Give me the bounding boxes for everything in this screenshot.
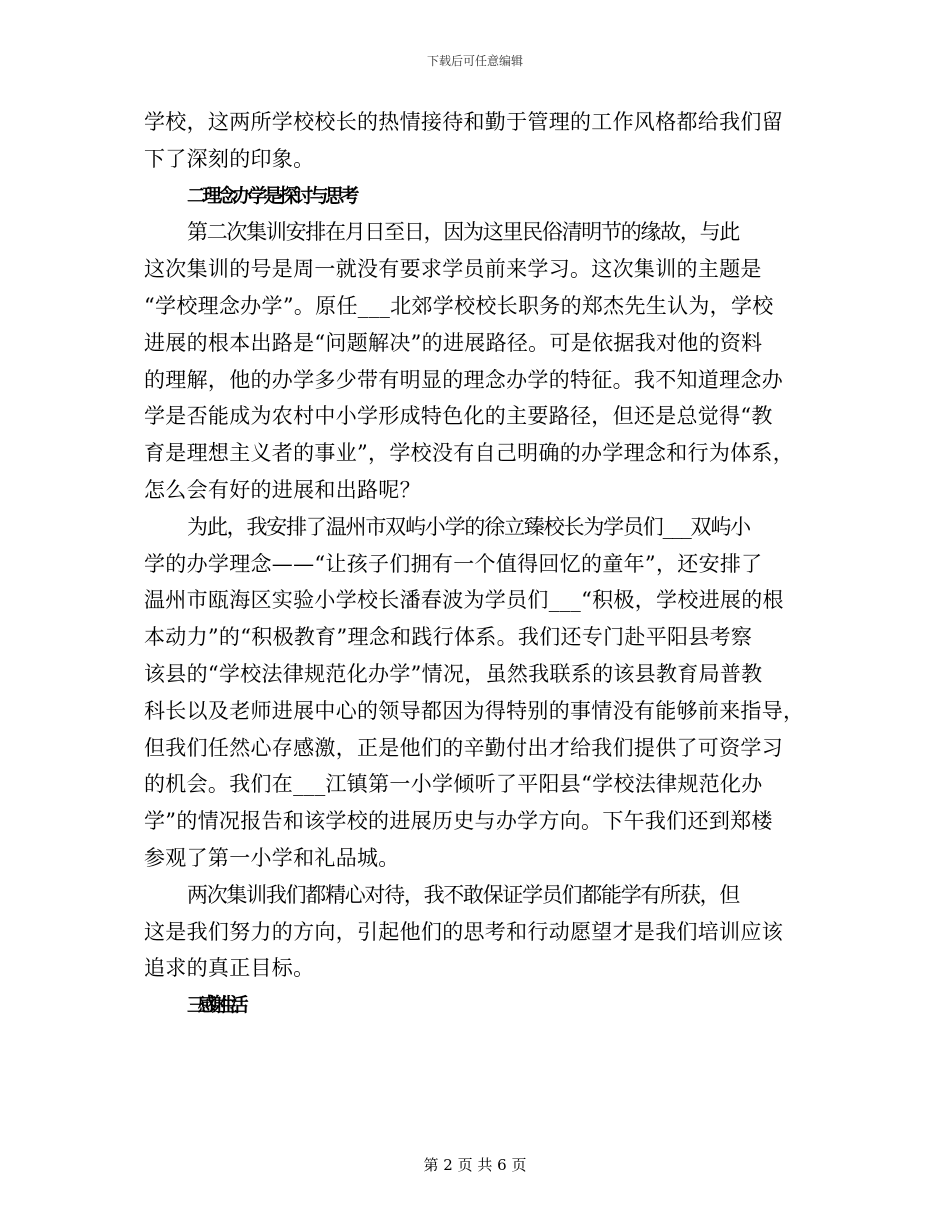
paragraph-line: 追求的真正目标。 [144, 956, 315, 981]
paragraph-line: 学校，这两所学校校长的热情接待和勤于管理的工作风格都给我们留 [144, 110, 783, 134]
paragraph-line: 但我们任然心存感激，正是他们的辛勤付出才给我们提供了可资学习 [144, 735, 783, 760]
section-heading: 三感谢生活 [187, 994, 241, 1017]
document-body [144, 104, 808, 1024]
paragraph-line: 本动力”的“积极教育”理念和践行体系。我们还专门赴平阳县考察 [144, 625, 753, 650]
paragraph-line: 学的办学理念——“让孩子们拥有一个值得回忆的童年”，还安排了 [144, 551, 763, 576]
paragraph-line: 这次集训的号是周一就没有要求学员前来学习。这次集训的主题是 [144, 257, 762, 282]
paragraph-line: 参观了第一小学和礼品城。 [144, 845, 400, 870]
paragraph-line: 学”的情况报告和该学校的进展历史与办学方向。下午我们还到郑楼 [144, 809, 773, 834]
paragraph-line: 为此，我安排了温州市双屿小学的徐立臻校长为学员们___双屿小 [187, 514, 750, 539]
paragraph-line: 下了深刻的印象。 [144, 146, 315, 171]
paragraph-line: 温州市瓯海区实验小学校长潘春波为学员们___“积极，学校进展的根 [144, 588, 784, 613]
paragraph-line: 进展的根本出路是“问题解决”的进展路径。可是依据我对他的资料 [144, 330, 763, 355]
page-footer-page-number: 第 2 页 共 6 页 [423, 1156, 527, 1174]
paragraph-line: 该县的“学校法律规范化办学”情况，虽然我联系的该县教育局普教 [144, 661, 763, 686]
page-header-note: 下载后可任意编辑 [426, 54, 523, 68]
paragraph-line: 育是理想主义者的事业”，学校没有自己明确的办学理念和行为体系， [144, 441, 795, 466]
paragraph-line: 怎么会有好的进展和出路呢？ [144, 477, 421, 502]
section-heading: 二理念办学是探讨与思考 [187, 184, 356, 207]
paragraph-line: 的理解，他的办学多少带有明显的理念办学的特征。我不知道理念办 [144, 367, 783, 392]
paragraph-line: 第二次集训安排在月日至日，因为这里民俗清明节的缘故，与此 [187, 220, 739, 245]
paragraph-line: “学校理念办学”。原任___北郊学校校长职务的郑杰先生认为，学校 [144, 293, 774, 318]
paragraph-line: 科长以及老师进展中心的领导都因为得特别的事情没有能够前来指导， [144, 698, 805, 723]
paragraph-line: 的机会。我们在___江镇第一小学倾听了平阳县“学校法律规范化办 [144, 772, 763, 797]
paragraph-line: 学是否能成为农村中小学形成特色化的主要路径，但还是总觉得“教 [144, 404, 773, 429]
paragraph-line: 这是我们努力的方向，引起他们的思考和行动愿望才是我们培训应该 [144, 919, 783, 944]
paragraph-line: 两次集训我们都精心对待，我不敢保证学员们都能学有所获，但 [187, 882, 739, 907]
